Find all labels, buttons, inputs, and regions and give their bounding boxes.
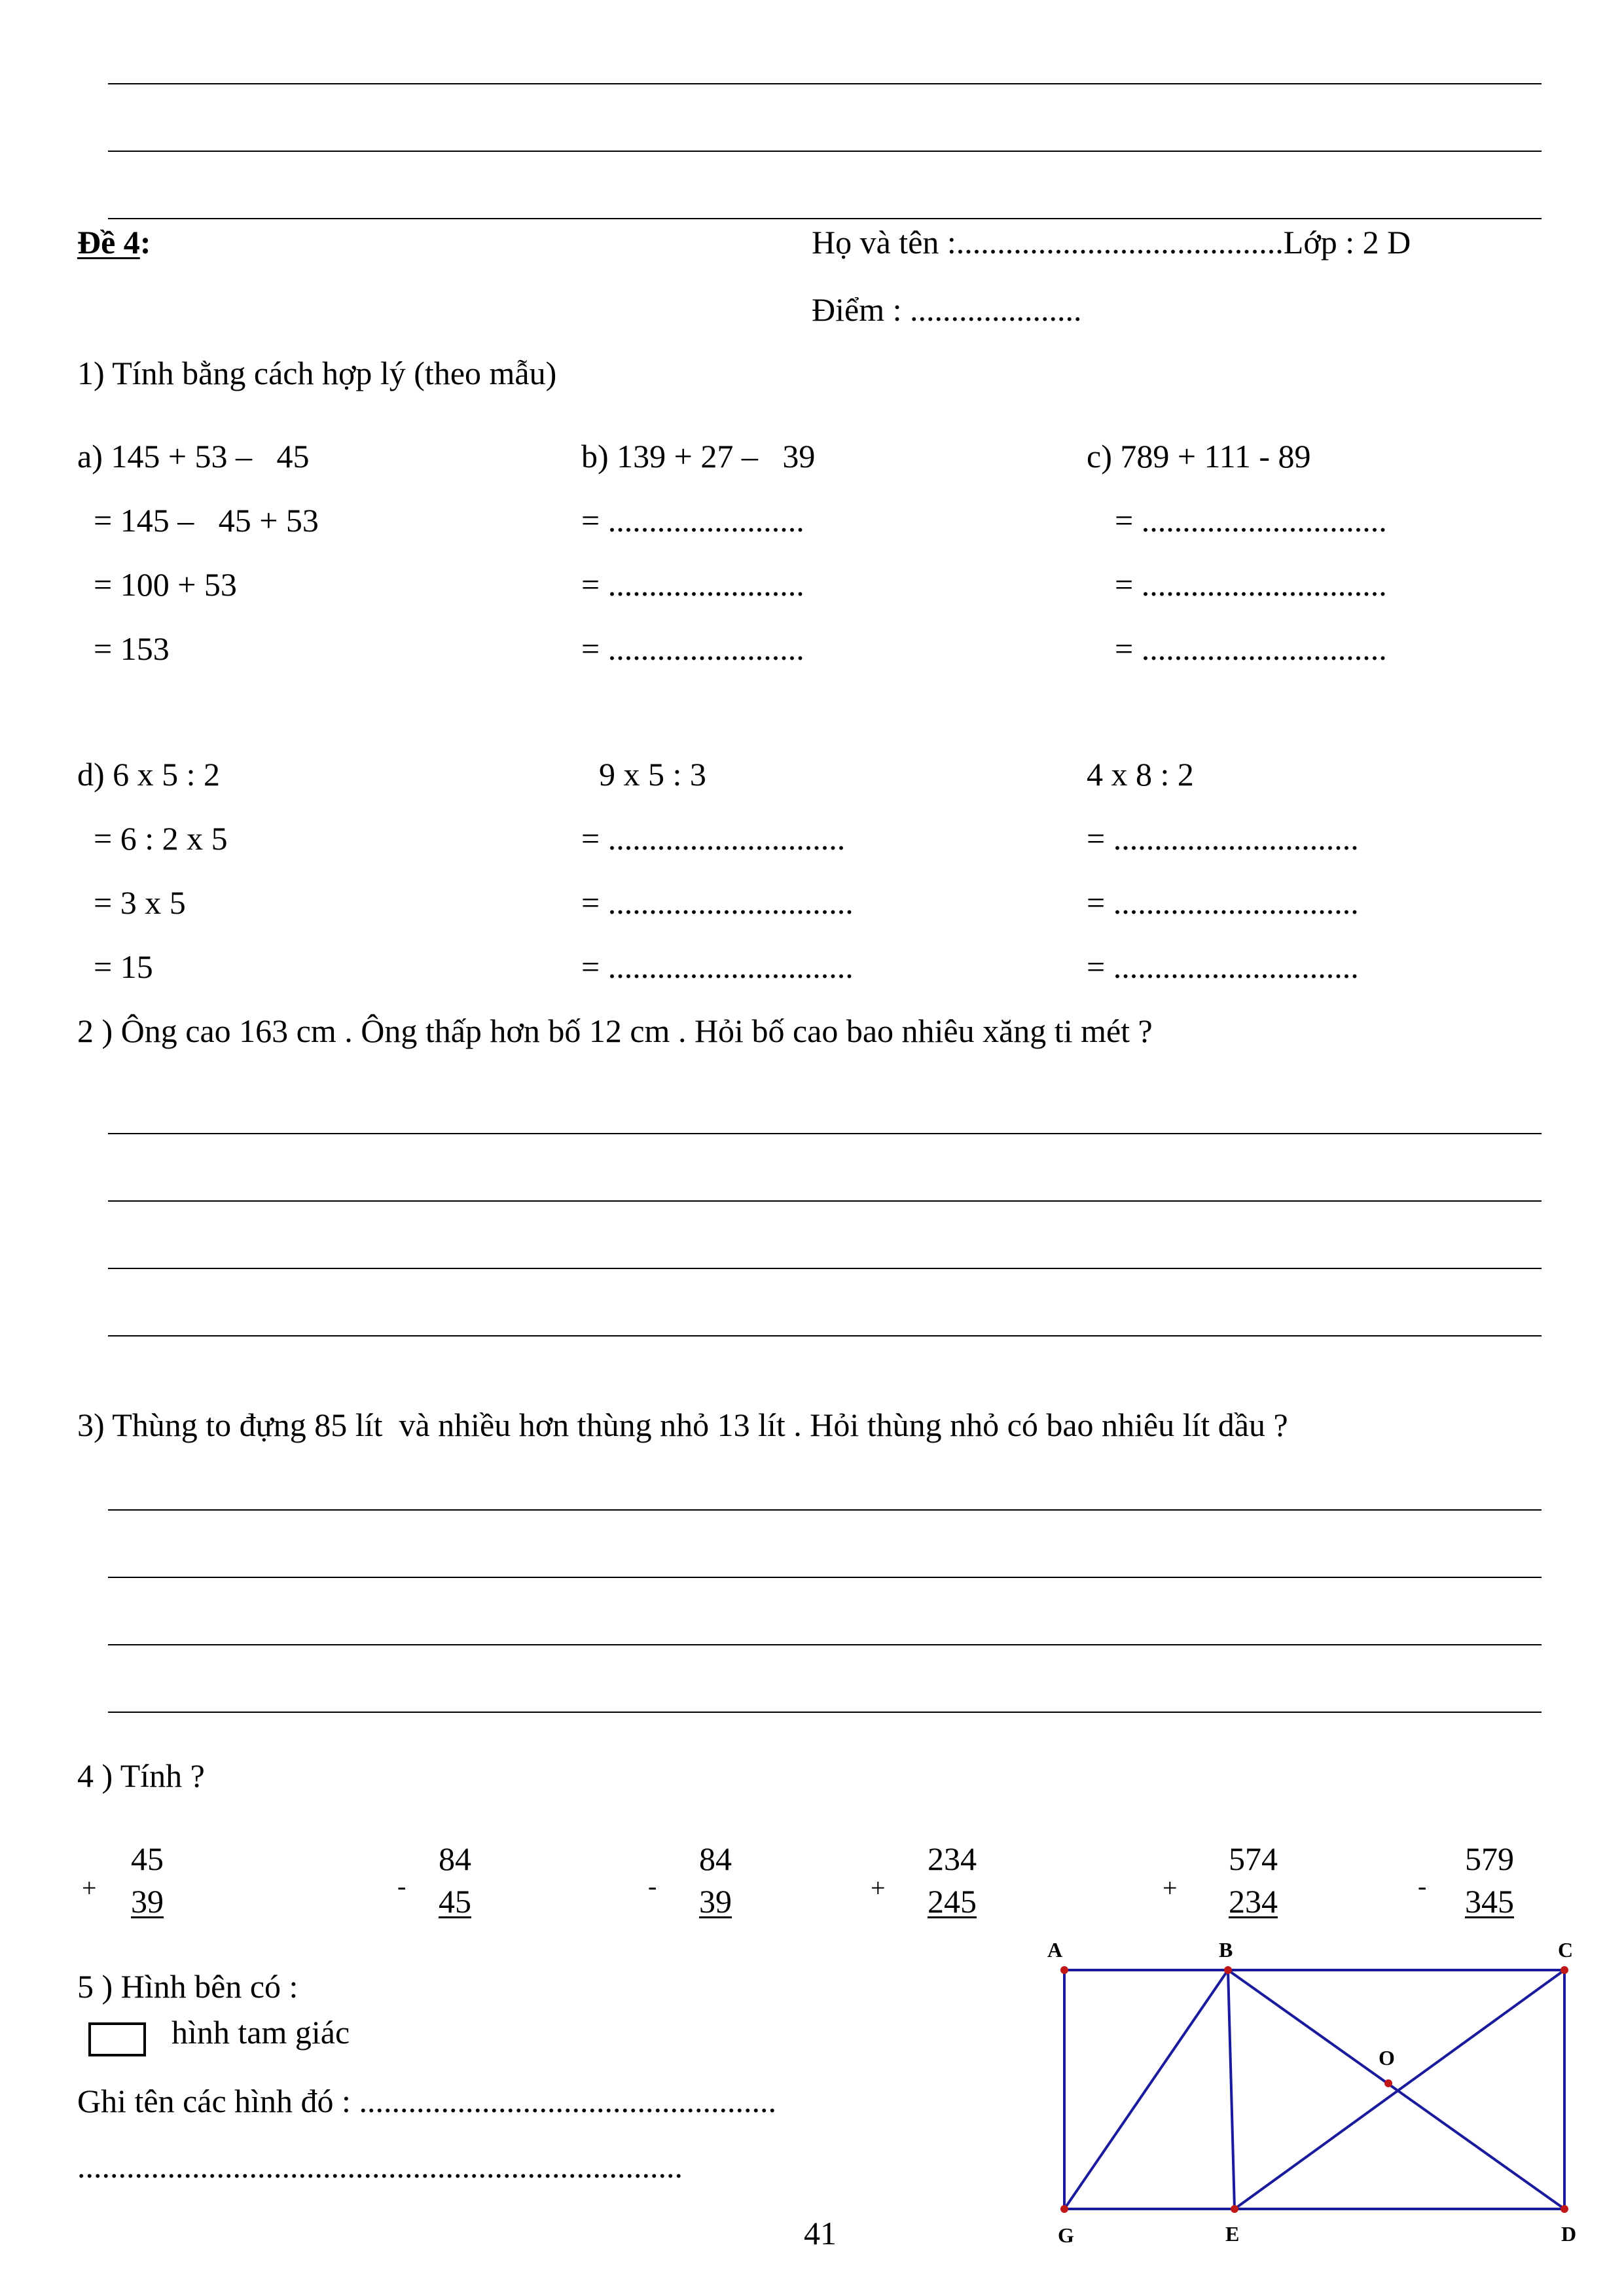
q1d-line-4: = 15 [94, 948, 153, 985]
op-bottom: 234 [1229, 1883, 1278, 1920]
op-top: 234 [928, 1840, 977, 1877]
top-writing-line-2 [108, 151, 1542, 152]
q1e-line-1: 9 x 5 : 3 [599, 756, 706, 793]
q3-answer-line-1[interactable] [108, 1509, 1542, 1511]
op-bottom: 39 [131, 1883, 164, 1920]
q1e-line-3[interactable]: = .............................. [581, 884, 854, 921]
q5-dots-line[interactable]: .......................................................................... [77, 2148, 683, 2185]
segment-bg [1064, 1970, 1228, 2209]
label-e: E [1225, 2222, 1240, 2246]
op-top: 579 [1465, 1840, 1514, 1877]
name-class-field[interactable]: Họ và tên :........................................Lớp : 2 D [812, 224, 1411, 260]
op-top: 84 [439, 1840, 471, 1877]
q5-name-line[interactable]: Ghi tên các hình đó : ................................................... [77, 2083, 776, 2119]
op-top: 45 [131, 1840, 164, 1877]
top-writing-line-3 [108, 218, 1542, 219]
q1c-line-1: c) 789 + 111 - 89 [1087, 438, 1311, 475]
op-top: 574 [1229, 1840, 1278, 1877]
q2-answer-line-1[interactable] [108, 1133, 1542, 1134]
exam-title [77, 223, 151, 262]
label-c: C [1558, 1938, 1574, 1962]
point-o [1384, 2079, 1392, 2087]
q1f-line-2[interactable]: = .............................. [1087, 820, 1359, 857]
q1b-line-3[interactable]: = ........................ [581, 566, 804, 603]
exam-colon: : [139, 224, 151, 260]
q1c-line-4[interactable]: = .............................. [1115, 630, 1387, 667]
figure-lines [1064, 1970, 1564, 2209]
point-a [1060, 1966, 1068, 1974]
q1f-line-4[interactable]: = .............................. [1087, 948, 1359, 985]
q1e-line-4[interactable]: = .............................. [581, 948, 854, 985]
op-sign: - [648, 1871, 657, 1901]
point-b [1224, 1966, 1232, 1974]
q1b-line-1: b) 139 + 27 – 39 [581, 438, 816, 475]
q3-answer-line-3[interactable] [108, 1644, 1542, 1645]
q1f-line-3[interactable]: = .............................. [1087, 884, 1359, 921]
op-sign: + [82, 1873, 97, 1903]
triangle-count-box[interactable] [88, 2022, 146, 2056]
op-bottom: 345 [1465, 1883, 1514, 1920]
q1b-line-4[interactable]: = ........................ [581, 630, 804, 667]
q1b-line-2[interactable]: = ........................ [581, 502, 804, 539]
op-bottom: 245 [928, 1883, 977, 1920]
q1d-line-3: = 3 x 5 [94, 884, 186, 921]
segment-be [1228, 1970, 1235, 2209]
point-d [1561, 2205, 1568, 2213]
q1d-line-1: d) 6 x 5 : 2 [77, 756, 221, 793]
q3-answer-line-2[interactable] [108, 1577, 1542, 1578]
label-a: A [1047, 1938, 1063, 1962]
triangle-label: hình tam giác [171, 2014, 350, 2051]
geometry-figure [1021, 1918, 1597, 2271]
q1a-line-3: = 100 + 53 [94, 566, 237, 603]
q5-title: 5 ) Hình bên có : [77, 1968, 298, 2005]
page-number: 41 [804, 2215, 837, 2251]
q1c-line-2[interactable]: = .............................. [1115, 502, 1387, 539]
q2-answer-line-4[interactable] [108, 1335, 1542, 1336]
q3-text: 3) Thùng to đựng 85 lít và nhiều hơn thùng nhỏ 13 lít . Hỏi thùng nhỏ có bao nhiêu lít dầu ? [77, 1407, 1288, 1443]
figure-points [1060, 1966, 1568, 2213]
point-e [1231, 2205, 1238, 2213]
q4-title: 4 ) Tính ? [77, 1757, 205, 1794]
op-bottom: 39 [699, 1883, 732, 1920]
q1a-line-4: = 153 [94, 630, 170, 667]
top-writing-line-1 [108, 83, 1542, 84]
q2-text: 2 ) Ông cao 163 cm . Ông thấp hơn bố 12 cm . Hỏi bố cao bao nhiêu xăng ti mét ? [77, 1013, 1153, 1049]
q1-title: 1) Tính bằng cách hợp lý (theo mẫu) [77, 355, 557, 391]
op-sign: + [1163, 1873, 1178, 1903]
q1f-line-1: 4 x 8 : 2 [1087, 756, 1194, 793]
q1a-line-1: a) 145 + 53 – 45 [77, 438, 310, 475]
op-sign: - [397, 1871, 406, 1901]
exam-label: Đề 4 [77, 224, 140, 260]
score-field[interactable]: Điểm : ..................... [812, 291, 1082, 328]
label-b: B [1219, 1938, 1233, 1962]
q2-answer-line-3[interactable] [108, 1268, 1542, 1269]
label-g: G [1058, 2223, 1074, 2247]
label-o: O [1379, 2046, 1395, 2070]
q2-answer-line-2[interactable] [108, 1200, 1542, 1202]
op-sign: - [1418, 1871, 1427, 1901]
op-top: 84 [699, 1840, 732, 1877]
op-bottom: 45 [439, 1883, 471, 1920]
op-sign: + [871, 1873, 886, 1903]
point-c [1561, 1966, 1568, 1974]
q1a-line-2: = 145 – 45 + 53 [94, 502, 319, 539]
q1c-line-3[interactable]: = .............................. [1115, 566, 1387, 603]
q1e-line-2[interactable]: = ............................. [581, 820, 846, 857]
point-g [1060, 2205, 1068, 2213]
label-d: D [1561, 2222, 1577, 2246]
q3-answer-line-4[interactable] [108, 1712, 1542, 1713]
q1d-line-2: = 6 : 2 x 5 [94, 820, 228, 857]
